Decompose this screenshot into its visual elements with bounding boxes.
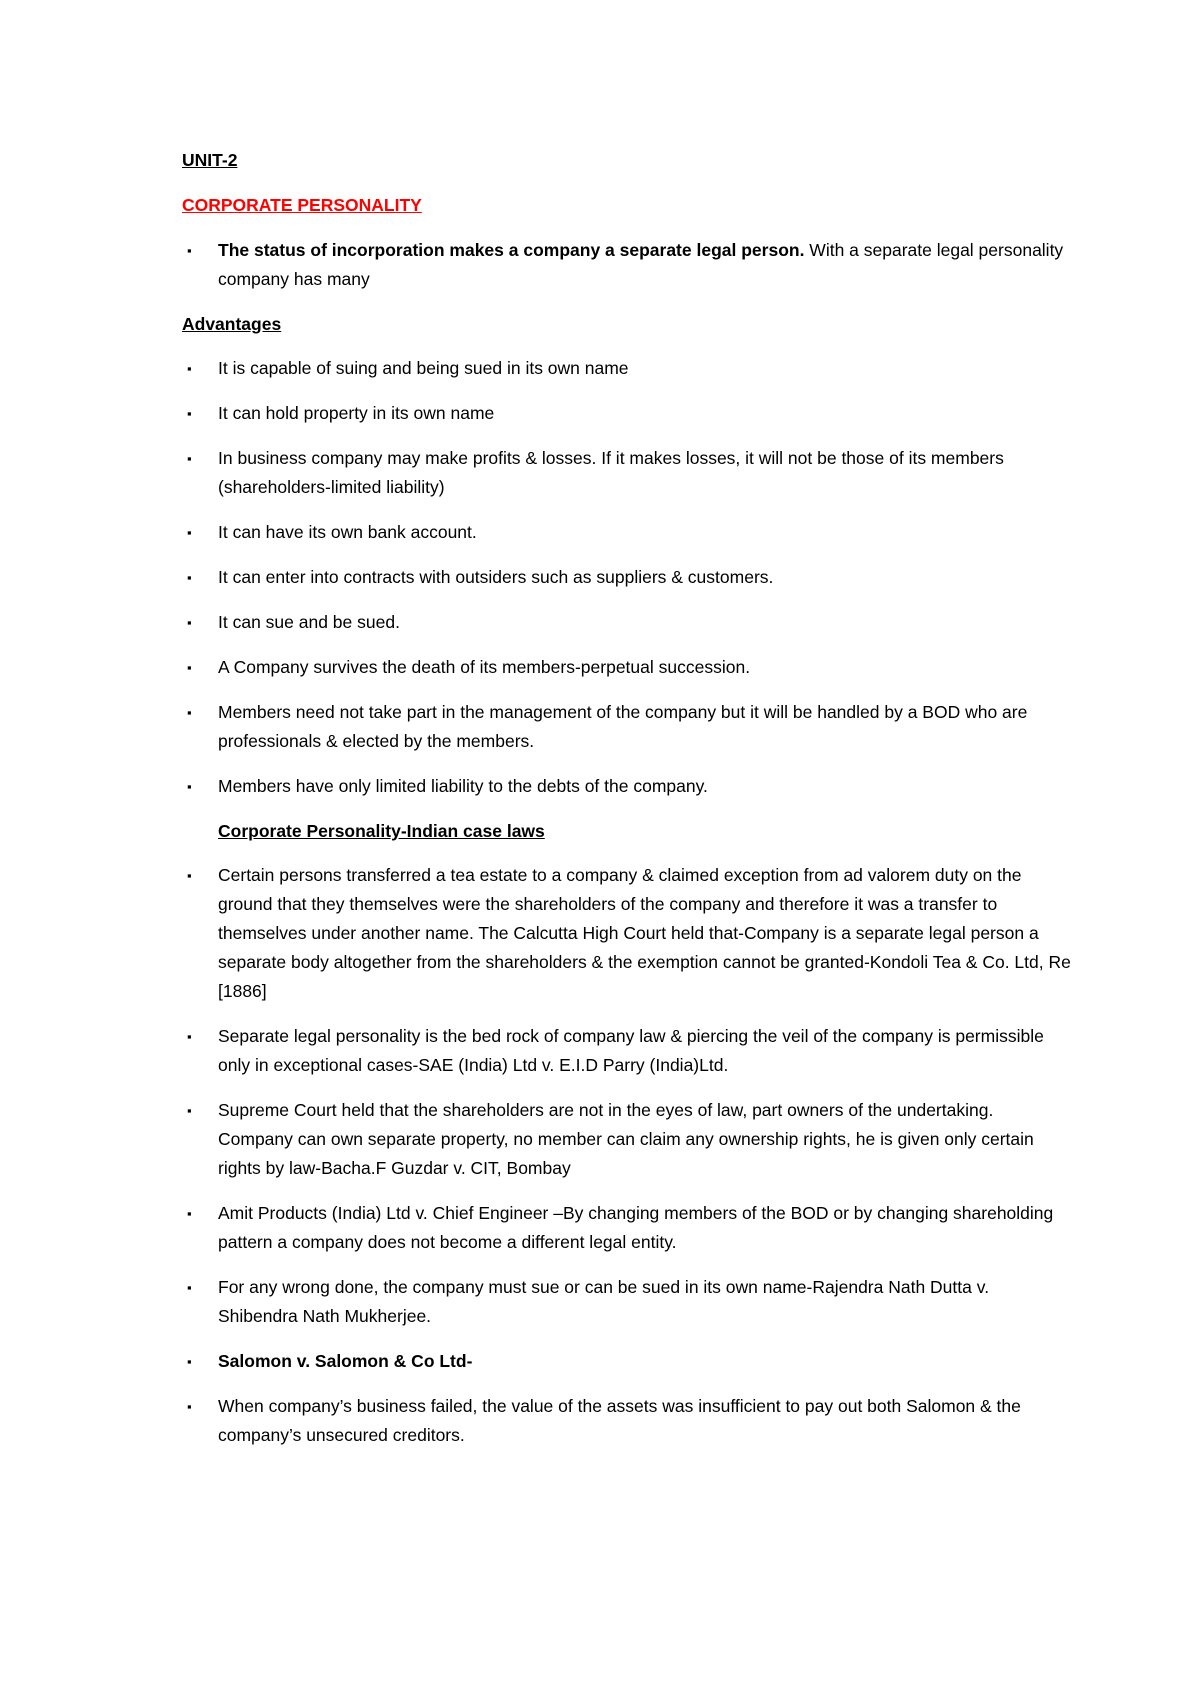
advantages-list bbox=[182, 354, 1072, 801]
salomon-point-item bbox=[182, 1392, 1072, 1450]
advantage-item bbox=[182, 653, 1072, 682]
case-law-item bbox=[182, 1273, 1072, 1331]
salomon-points-list bbox=[182, 1392, 1072, 1450]
advantage-item-text: It can have its own bank account. bbox=[218, 522, 477, 542]
bullet-icon: ▪ bbox=[187, 868, 192, 883]
bullet-icon: ▪ bbox=[187, 1029, 192, 1044]
bullet-icon: ▪ bbox=[187, 570, 192, 585]
unit-heading: UNIT-2 bbox=[182, 150, 238, 170]
bullet-icon: ▪ bbox=[187, 1280, 192, 1295]
case-law-item-text: Certain persons transferred a tea estate to a company & claimed exception from ad valorem duty on the ground that they themselves were the shareholders of the company and therefore it was a transfer to themselves under another name. The Calcutta High Court held that-Company is a separate legal person a separate body altogether from the shareholders & the exemption cannot be granted-Kondoli Tea & Co. Ltd, Re [1886] bbox=[218, 865, 1071, 1001]
intro-item bbox=[182, 236, 1072, 294]
intro-list bbox=[182, 236, 1072, 294]
advantage-item-text: It can sue and be sued. bbox=[218, 612, 400, 632]
salomon-heading-item bbox=[182, 1347, 1072, 1376]
bullet-icon: ▪ bbox=[187, 361, 192, 376]
case-law-item-text: Supreme Court held that the shareholders are not in the eyes of law, part owners of the undertaking. Company can own separate property, no member can claim any ownership rights, he is given only certain rights by law-Bacha.F Guzdar v. CIT, Bombay bbox=[218, 1100, 1034, 1178]
advantage-item bbox=[182, 608, 1072, 637]
advantages-heading: Advantages bbox=[182, 314, 282, 334]
bullet-icon: ▪ bbox=[187, 1399, 192, 1414]
bullet-icon: ▪ bbox=[187, 525, 192, 540]
bullet-icon: ▪ bbox=[187, 1103, 192, 1118]
case-law-item bbox=[182, 861, 1072, 1006]
bullet-icon: ▪ bbox=[187, 779, 192, 794]
bullet-icon: ▪ bbox=[187, 451, 192, 466]
advantage-item-text: Members need not take part in the management of the company but it will be handled by a BOD who are professionals & elected by the members. bbox=[218, 702, 1028, 751]
bullet-icon: ▪ bbox=[187, 705, 192, 720]
bullet-icon: ▪ bbox=[187, 1354, 192, 1369]
salomon-point-item-text: When company’s business failed, the value of the assets was insufficient to pay out both Salomon & the company’s unsecured creditors. bbox=[218, 1396, 1021, 1445]
case-laws-heading: Corporate Personality-Indian case laws bbox=[218, 821, 545, 841]
salomon-heading: Salomon v. Salomon & Co Ltd- bbox=[218, 1351, 473, 1371]
advantage-item bbox=[182, 563, 1072, 592]
case-law-item bbox=[182, 1096, 1072, 1183]
case-law-item bbox=[182, 1022, 1072, 1080]
case-law-item-text: For any wrong done, the company must sue or can be sued in its own name-Rajendra Nath Dutta v. Shibendra Nath Mukherjee. bbox=[218, 1277, 990, 1326]
advantage-item bbox=[182, 698, 1072, 756]
advantage-item bbox=[182, 354, 1072, 383]
document-content bbox=[182, 146, 1072, 1466]
advantage-item-text: It can hold property in its own name bbox=[218, 403, 495, 423]
intro-normal-text: With a separate legal personality company has many bbox=[218, 240, 1064, 289]
case-law-item bbox=[182, 1199, 1072, 1257]
salomon-heading-list bbox=[182, 1347, 1072, 1376]
case-laws-list bbox=[182, 861, 1072, 1331]
intro-bold-text: The status of incorporation makes a company a separate legal person. bbox=[218, 240, 805, 260]
advantage-item-text: Members have only limited liability to the debts of the company. bbox=[218, 776, 708, 796]
bullet-icon: ▪ bbox=[187, 660, 192, 675]
advantage-item-text: It is capable of suing and being sued in its own name bbox=[218, 358, 629, 378]
bullet-icon: ▪ bbox=[187, 1206, 192, 1221]
case-law-item-text: Separate legal personality is the bed rock of company law & piercing the veil of the company is permissible only in exceptional cases-SAE (India) Ltd v. E.I.D Parry (India)Ltd. bbox=[218, 1026, 1044, 1075]
bullet-icon: ▪ bbox=[187, 243, 192, 258]
advantage-item bbox=[182, 444, 1072, 502]
advantage-item-text: In business company may make profits & losses. If it makes losses, it will not be those of its members (shareholders-limited liability) bbox=[218, 448, 1004, 497]
page-title: CORPORATE PERSONALITY bbox=[182, 195, 422, 215]
advantage-item bbox=[182, 518, 1072, 547]
advantage-item-text: A Company survives the death of its members-perpetual succession. bbox=[218, 657, 751, 677]
advantage-item bbox=[182, 772, 1072, 801]
case-law-item-text: Amit Products (India) Ltd v. Chief Engineer –By changing members of the BOD or by changing shareholding pattern a company does not become a different legal entity. bbox=[218, 1203, 1054, 1252]
bullet-icon: ▪ bbox=[187, 406, 192, 421]
bullet-icon: ▪ bbox=[187, 615, 192, 630]
advantage-item-text: It can enter into contracts with outsiders such as suppliers & customers. bbox=[218, 567, 774, 587]
advantage-item bbox=[182, 399, 1072, 428]
